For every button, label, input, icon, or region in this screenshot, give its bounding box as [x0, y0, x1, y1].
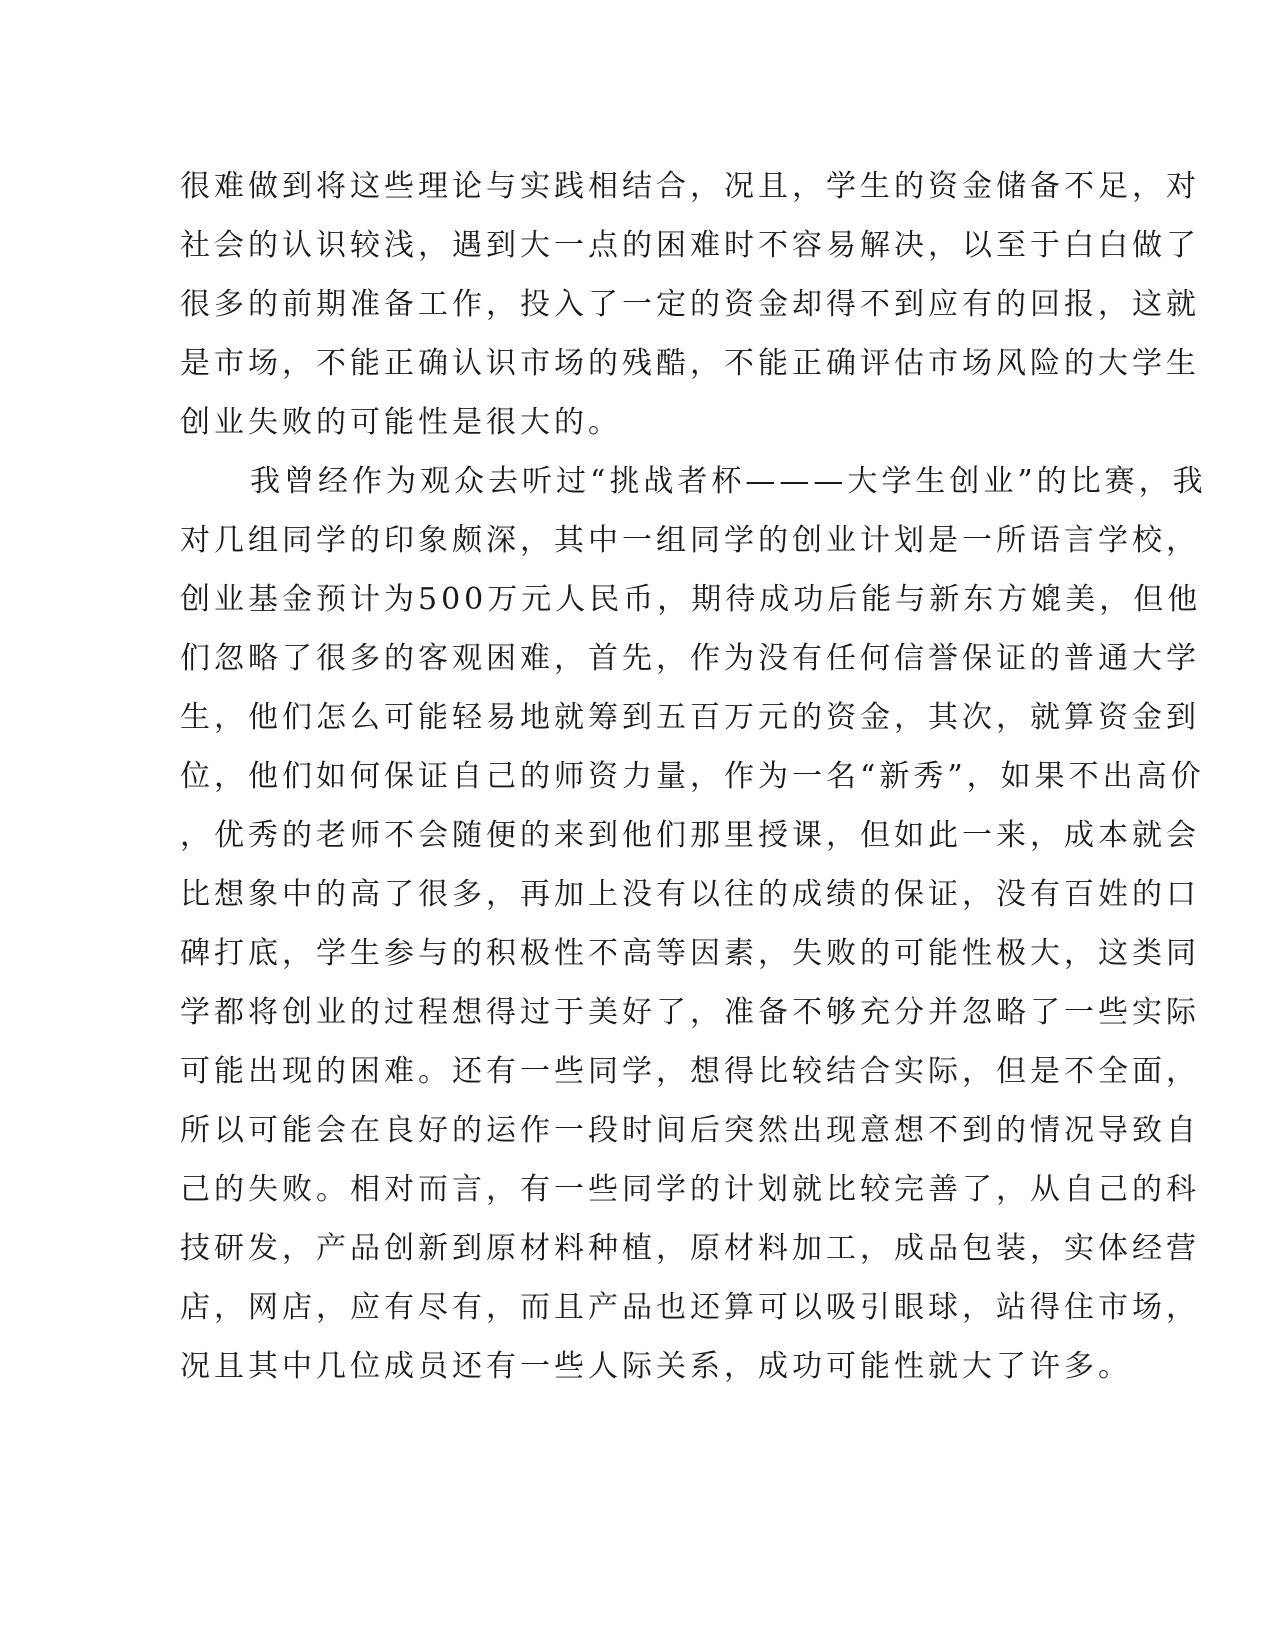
text-line: 比想象中的高了很多，再加上没有以往的成绩的保证，没有百姓的口 [180, 877, 1200, 912]
text-line: 所以可能会在良好的运作一段时间后突然出现意想不到的情况导致自 [180, 1113, 1200, 1148]
text-line: 是市场，不能正确认识市场的残酷，不能正确评估市场风险的大学生 [180, 346, 1200, 381]
text-line: 创业基金预计为500万元人民币，期待成功后能与新东方媲美，但他 [180, 582, 1202, 617]
text-line: 技研发，产品创新到原材料种植，原材料加工，成品包装，实体经营 [180, 1231, 1200, 1266]
text-line: 碑打底，学生参与的积极性不高等因素，失败的可能性极大，这类同 [180, 936, 1200, 971]
text-line: 们忽略了很多的客观困难，首先，作为没有任何信誉保证的普通大学 [180, 641, 1200, 676]
text-line: 社会的认识较浅，遇到大一点的困难时不容易解决，以至于白白做了 [180, 228, 1200, 263]
text-line: 生，他们怎么可能轻易地就筹到五百万元的资金，其次，就算资金到 [180, 700, 1200, 735]
text-line: 很难做到将这些理论与实践相结合，况且，学生的资金储备不足，对 [180, 169, 1200, 204]
paragraph-1 [180, 157, 1200, 452]
text-line: 可能出现的困难。还有一些同学，想得比较结合实际，但是不全面， [180, 1054, 1200, 1089]
text-line: 况且其中几位成员还有一些人际关系，成功可能性就大了许多。 [180, 1349, 1132, 1384]
text-line: 对几组同学的印象颇深，其中一组同学的创业计划是一所语言学校， [180, 523, 1200, 558]
text-line: 位，他们如何保证自己的师资力量，作为一名“新秀”，如果不出高价 [180, 759, 1205, 794]
text-line: 创业失败的可能性是很大的。 [180, 405, 622, 440]
text-line: ，优秀的老师不会随便的来到他们那里授课，但如此一来，成本就会 [180, 818, 1200, 853]
paragraph-2 [180, 452, 1207, 1396]
text-line: 己的失败。相对而言，有一些同学的计划就比较完善了，从自己的科 [180, 1172, 1200, 1207]
text-line: 店，网店，应有尽有，而且产品也还算可以吸引眼球，站得住市场， [180, 1290, 1200, 1325]
text-line: 学都将创业的过程想得过于美好了，准备不够充分并忽略了一些实际 [180, 995, 1200, 1030]
text-line-indented: 我曾经作为观众去听过“挑战者杯———大学生创业”的比赛，我 [250, 464, 1207, 499]
text-line: 很多的前期准备工作，投入了一定的资金却得不到应有的回报，这就 [180, 287, 1200, 322]
document-body [180, 157, 1207, 1396]
